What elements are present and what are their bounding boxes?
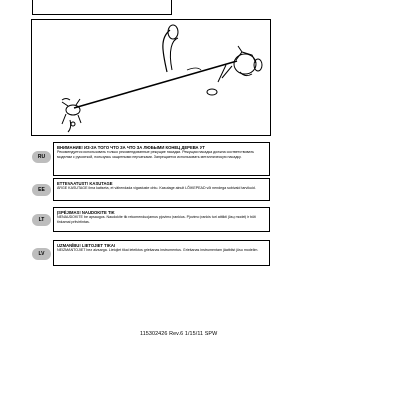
document-footer: 115302426 Rev.6 1/15/11 SPW xyxy=(140,331,218,337)
warning-box xyxy=(53,207,270,232)
warning-body: NEIZMANTOJIET bez aizsarga. Lietojiet tikai ieteiktos griešanas instrumentus. Griešanas instrumentam jāatbilst jūsu modelim. xyxy=(57,248,259,252)
header-box xyxy=(32,0,172,15)
lang-badge: EE xyxy=(32,184,51,196)
trimmer-drawing xyxy=(32,20,272,137)
warning-box xyxy=(53,142,270,176)
warning-box xyxy=(53,240,270,266)
warning-title: ETTEVAATUST! KASUTAGE xyxy=(57,181,113,186)
warning-body: Рекомендуется использовать только рекомендованные режущие насадки. Режущая насадка должна соответствовать моделям с рукояткой, пользуясь защитными перчатками. Запрещается использовать металлическую насадку. xyxy=(57,150,254,159)
lang-badge: LT xyxy=(32,214,51,226)
warning-body: NENAUDOKITE be apsaugos. Naudokite tik rekomenduojamus pjovimo įrankius. Pjovimo įrankis turi atitikti jūsų modelį ir būti tinkamai pritvirtintas. xyxy=(57,215,256,224)
trimmer-illustration xyxy=(31,19,271,136)
lang-badge: RU xyxy=(32,151,51,163)
warning-box xyxy=(53,178,270,201)
warning-title: ĮSPĖJIMAS! NAUDOKITE TIK xyxy=(57,210,115,215)
warning-title: ВНИМАНИЕ! ИЗ-ЗА ТОГО ЧТО ЗА ЧТО ЗА ЛЮБЫМИ КОНЕЦ ДЕРЕВА УТ xyxy=(57,145,205,150)
warning-body: ÄRGE KASUTAGE ilma kaitseta, et vähendada vigastuste ohtu. Kasutage ainult LÕIKEPEAD või nendega sobivaid tarvikuid. xyxy=(57,186,256,190)
lang-badge: LV xyxy=(32,248,51,260)
warning-title: UZMANĪBU! LIETOJIET TIKAI xyxy=(57,243,116,248)
